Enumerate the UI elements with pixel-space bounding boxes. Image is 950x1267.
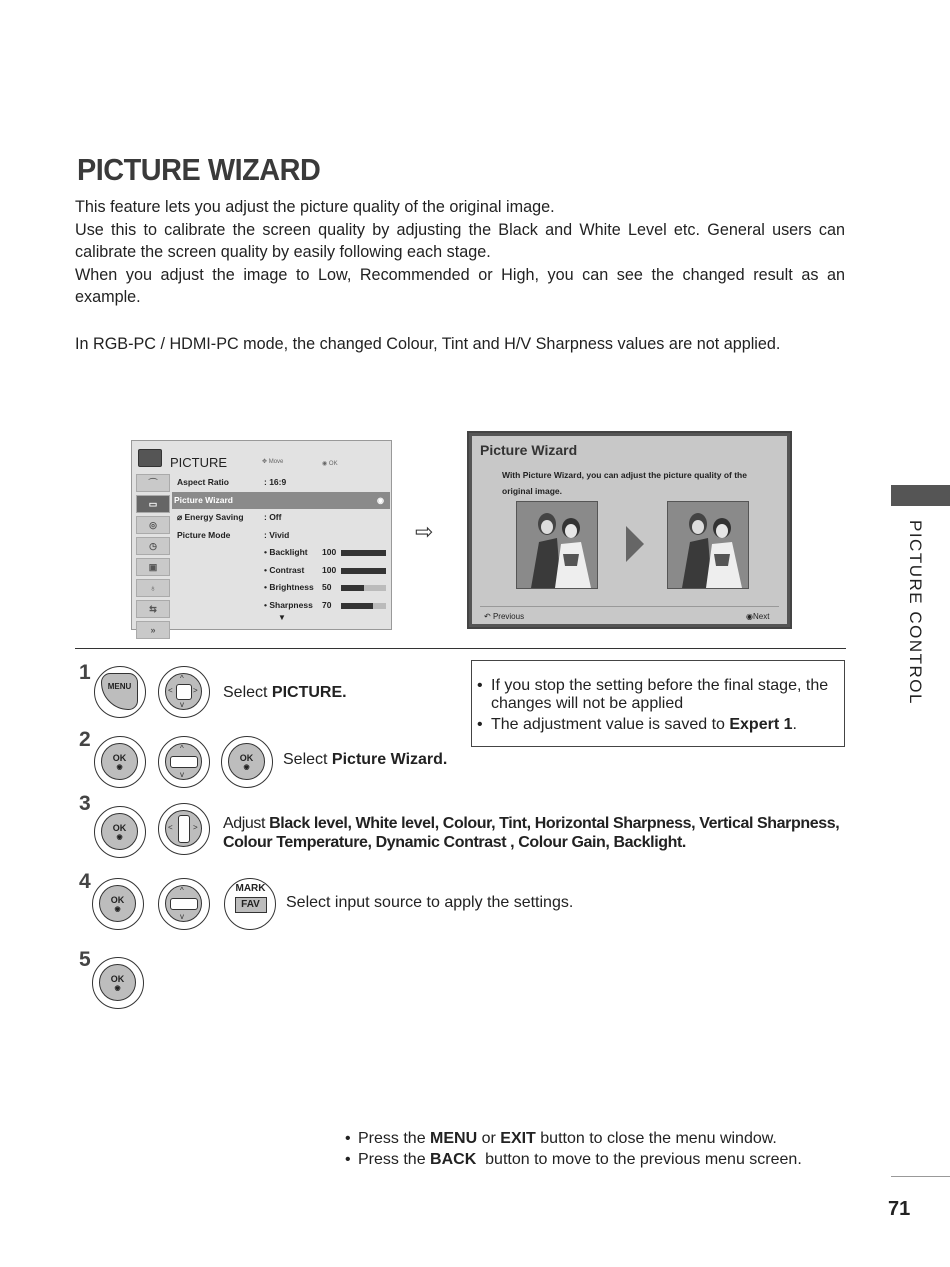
original-image — [516, 501, 598, 589]
picture-icon: ▭ — [136, 495, 170, 513]
step-number: 4 — [79, 870, 91, 893]
wizard-title: Picture Wizard — [480, 442, 578, 458]
menu-row-picture-wizard: Picture Wizard ◉ — [172, 492, 390, 510]
page-title: PICTURE WIZARD — [77, 152, 321, 187]
setup-icon: ⌒ — [136, 474, 170, 492]
menu-category-icons — [134, 474, 170, 635]
ok-button: OK ◉ — [221, 736, 273, 788]
leaf-icon: ⌀ — [177, 512, 183, 522]
footer-item: • Press the BACK button to move to the previous menu screen. — [340, 1149, 860, 1170]
menu-row-aspect-ratio: Aspect Ratio : 16:9 — [177, 477, 287, 487]
page-number-rule — [891, 1176, 950, 1177]
slider-fill — [341, 568, 386, 574]
tv-icon — [138, 449, 162, 467]
ok-button: OK ◉ — [94, 806, 146, 858]
tv-picture-menu — [131, 440, 392, 635]
slider-fill — [341, 550, 386, 556]
back-icon: ↶ — [484, 612, 491, 621]
wizard-next: ◉Next — [746, 612, 770, 621]
play-arrow-icon — [626, 526, 644, 562]
slider-row: • Sharpness 70 — [172, 597, 390, 615]
footer-item: • Press the MENU or EXIT button to close the menu window. — [340, 1128, 860, 1149]
ok-dot-icon: ◉ — [377, 495, 384, 505]
left-right-button: < > — [158, 803, 210, 855]
slider-row: • Backlight 100 — [172, 544, 390, 562]
move-hint: ✥ Move — [262, 459, 284, 465]
menu-title: PICTURE — [170, 455, 228, 470]
picture-wizard-dialog — [467, 431, 792, 629]
mark-fav-button: MARK FAV — [224, 878, 276, 930]
wizard-description: With Picture Wizard, you can adjust the picture quality of the original image. — [502, 470, 747, 496]
ok-button: OK ◉ — [94, 736, 146, 788]
time-icon: ◷ — [136, 537, 170, 555]
menu-row-picture-mode: Picture Mode : Vivid — [177, 529, 290, 540]
scroll-down-icon: ▼ — [278, 613, 286, 622]
step-number: 3 — [79, 792, 91, 815]
usb-icon: » — [136, 621, 170, 639]
nav-pad-button: ^ v < > — [158, 666, 210, 718]
intro-paragraph-1: This feature lets you adjust the picture quality of the original image. — [75, 198, 555, 216]
wizard-divider — [480, 606, 779, 607]
step-2-text: Select Picture Wizard. — [283, 751, 448, 768]
divider — [75, 648, 846, 649]
option-icon: ♁ — [136, 579, 170, 597]
result-image — [667, 501, 749, 589]
intro-paragraph-3: When you adjust the image to Low, Recommended or High, you can see the changed result as an example. — [75, 266, 845, 306]
step-number: 1 — [79, 661, 91, 684]
right-arrow-icon: ⇨ — [415, 519, 434, 544]
slider-fill — [341, 585, 364, 591]
slider-row: • Contrast 100 — [172, 562, 390, 580]
note-item: • The adjustment value is saved to Expert 1. — [472, 716, 844, 734]
up-down-button: ^ v — [158, 736, 210, 788]
section-label: PICTURE CONTROL — [906, 520, 925, 705]
rgb-note: In RGB-PC / HDMI-PC mode, the changed Colour, Tint and H/V Sharpness values are not applied. — [75, 335, 781, 353]
step-1-text: Select PICTURE. — [223, 684, 347, 701]
step-4-text: Select input source to apply the settings. — [286, 894, 574, 911]
step-3-text: Adjust Black level, White level, Colour, Tint, Horizontal Sharpness, Vertical Sharpness, Colour Temperature, Dynamic Contrast , Colour Gain, Backlight. — [223, 815, 840, 851]
wizard-previous: ↶ Previous — [484, 612, 525, 621]
lock-icon: ▣ — [136, 558, 170, 576]
step-number: 2 — [79, 728, 91, 751]
ok-dot-icon: ◉ — [746, 612, 753, 621]
note-item: • If you stop the setting before the final stage, the changes will not be applied — [472, 677, 844, 713]
ok-button: OK ◉ — [92, 878, 144, 930]
menu-row-energy-saving: ⌀ Energy Saving : Off — [177, 512, 282, 522]
audio-icon: ◎ — [136, 516, 170, 534]
ok-button: OK ◉ — [92, 957, 144, 1009]
intro-paragraph-2: Use this to calibrate the screen quality by adjusting the Black and White Level etc. General users can calibrate the screen quality by easily following each stage. — [75, 221, 845, 261]
slider-row: • Brightness 50 — [172, 579, 390, 597]
section-tab-marker — [891, 485, 950, 506]
slider-fill — [341, 603, 373, 609]
note-box — [471, 660, 845, 747]
page-number: 71 — [888, 1198, 911, 1220]
footer-notes — [340, 1128, 860, 1170]
up-down-button: ^ v — [158, 878, 210, 930]
ok-hint: ◉ OK — [322, 461, 338, 467]
step-number: 5 — [79, 948, 91, 971]
menu-button: MENU — [94, 666, 146, 718]
input-icon: ⇆ — [136, 600, 170, 618]
